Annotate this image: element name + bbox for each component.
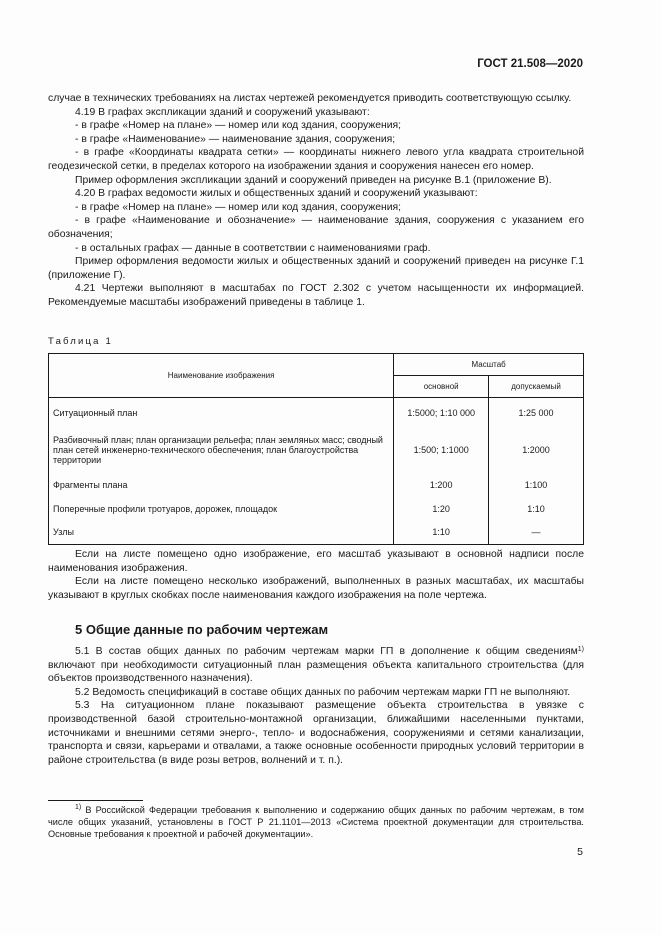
row-main-cell: 1:5000; 1:10 000 bbox=[394, 398, 489, 428]
table-row bbox=[49, 497, 584, 521]
paragraph: 4.20 В графах ведомости жилых и общественных зданий и сооружений указывают: bbox=[75, 188, 478, 200]
footnote bbox=[48, 804, 584, 841]
paragraph: 4.19 В графах экспликации зданий и сооружений указывают: bbox=[75, 106, 370, 118]
row-allowed-cell: 1:25 000 bbox=[489, 398, 584, 428]
footnote-text bbox=[48, 804, 584, 841]
scales-table bbox=[48, 353, 584, 545]
table-row bbox=[49, 521, 584, 545]
document-code: ГОСТ 21.508—2020 bbox=[477, 58, 583, 70]
list-item: - в графе «Номер на плане» — номер или код здания, сооружения; bbox=[75, 201, 402, 213]
paragraph-text: 5.1 В состав общих данных по рабочим чертежам марки ГП в дополнение к общим сведениям bbox=[75, 646, 578, 657]
header-scale-cell: Масштаб bbox=[394, 354, 584, 376]
row-name-cell: Разбивочный план; план организации рельефа; план земляных масс; сводный план сетей инженерно-технического обеспечения; план благоустройства территории bbox=[49, 428, 394, 473]
paragraph: Если на листе помещено несколько изображений, выполненных в разных масштабах, их масштабы указывают в круглых скобках после наименования каждого изображения на поле чертежа. bbox=[48, 576, 584, 601]
list-item: - в графе «Номер на плане» — номер или код здания, сооружения; bbox=[75, 120, 402, 132]
paragraph: 4.21 Чертежи выполняют в масштабах по ГОСТ 2.302 с учетом насыщенности их информацией. Рекомендуемые масштабы изображений приведены в таблице 1. bbox=[48, 283, 584, 308]
header-name-cell: Наименование изображения bbox=[49, 354, 394, 398]
row-allowed-cell: 1:2000 bbox=[489, 428, 584, 473]
row-allowed-cell: 1:100 bbox=[489, 473, 584, 497]
paragraph: 5.2 Ведомость спецификаций в составе общих данных по рабочим чертежам марки ГП не выполняют. bbox=[75, 686, 571, 698]
paragraph: случае в технических требованиях на листах чертежей рекомендуется приводить соответствующую ссылку. bbox=[48, 93, 572, 104]
section-title: 5 Общие данные по рабочим чертежам bbox=[75, 622, 329, 637]
top-text-block bbox=[48, 92, 584, 310]
page-number: 5 bbox=[577, 846, 583, 858]
list-item: - в графе «Наименование и обозначение» — наименование здания, сооружения с указанием его обозначения; bbox=[48, 215, 584, 240]
paragraph: 5.3 На ситуационном плане показывают размещение объекта строительства в увязке с производственной базой строительно-монтажной организации, ближайшими населенными пунктами, источниками и внешними сетями энерго-, тепло- и водоснабжения, сооружениями и сетями канализации, транспорта и связи, карьерами и отвалами, а также основные особенности природных условий территории в районе строительства (в виде розы ветров, волнений и т. п.). bbox=[48, 700, 584, 766]
after-table-text bbox=[48, 548, 584, 602]
table-caption: Таблица 1 bbox=[48, 336, 113, 347]
table-row bbox=[49, 428, 584, 473]
row-name-cell: Поперечные профили тротуаров, дорожек, площадок bbox=[49, 497, 394, 521]
header-main-cell: основной bbox=[394, 376, 489, 398]
row-main-cell: 1:200 bbox=[394, 473, 489, 497]
row-name-cell: Фрагменты плана bbox=[49, 473, 394, 497]
list-item: - в графе «Координаты квадрата сетки» — координаты нижнего левого угла квадрата строительной геодезической сетки, в пределах которого на изображении здания и сооружения нанесен его номер. bbox=[48, 147, 584, 172]
section-text bbox=[48, 645, 584, 767]
footnote-divider bbox=[48, 800, 143, 801]
footnote-ref: 1) bbox=[577, 646, 584, 653]
list-item: - в остальных графах — данные в соответствии с наименованиями граф. bbox=[75, 242, 431, 254]
table-row bbox=[49, 398, 584, 428]
paragraph bbox=[48, 645, 584, 686]
paragraph: Пример оформления ведомости жилых и общественных зданий и сооружений приведен на рисунке Г.1 (приложение Г). bbox=[48, 256, 584, 281]
footnote-body: В Российской Федерации требования к выполнению и содержанию общих данных по рабочим чертежам, в том числе общих указаний, установлены в ГОСТ Р 21.1101—2013 «Система проектной документации для строительства. Основные требования к проектной и рабочей документации». bbox=[48, 805, 584, 840]
paragraph: Если на листе помещено одно изображение, его масштаб указывают в основной надписи после наименования изображения. bbox=[48, 549, 584, 574]
row-name-cell: Ситуационный план bbox=[49, 398, 394, 428]
row-main-cell: 1:10 bbox=[394, 521, 489, 545]
row-allowed-cell: — bbox=[489, 521, 584, 545]
row-main-cell: 1:20 bbox=[394, 497, 489, 521]
table-header-row bbox=[49, 354, 584, 376]
paragraph-text: включают при необходимости ситуационный план размещения объекта капитального строительства (для объектов производственного назначения). bbox=[48, 659, 584, 685]
header-allowed-cell: допускаемый bbox=[489, 376, 584, 398]
table-row bbox=[49, 473, 584, 497]
row-allowed-cell: 1:10 bbox=[489, 497, 584, 521]
footnote-mark: 1) bbox=[75, 804, 82, 811]
list-item: - в графе «Наименование» — наименование здания, сооружения; bbox=[75, 133, 396, 145]
paragraph: Пример оформления экспликации зданий и сооружений приведен на рисунке В.1 (приложение В). bbox=[75, 174, 552, 186]
row-main-cell: 1:500; 1:1000 bbox=[394, 428, 489, 473]
row-name-cell: Узлы bbox=[49, 521, 394, 545]
